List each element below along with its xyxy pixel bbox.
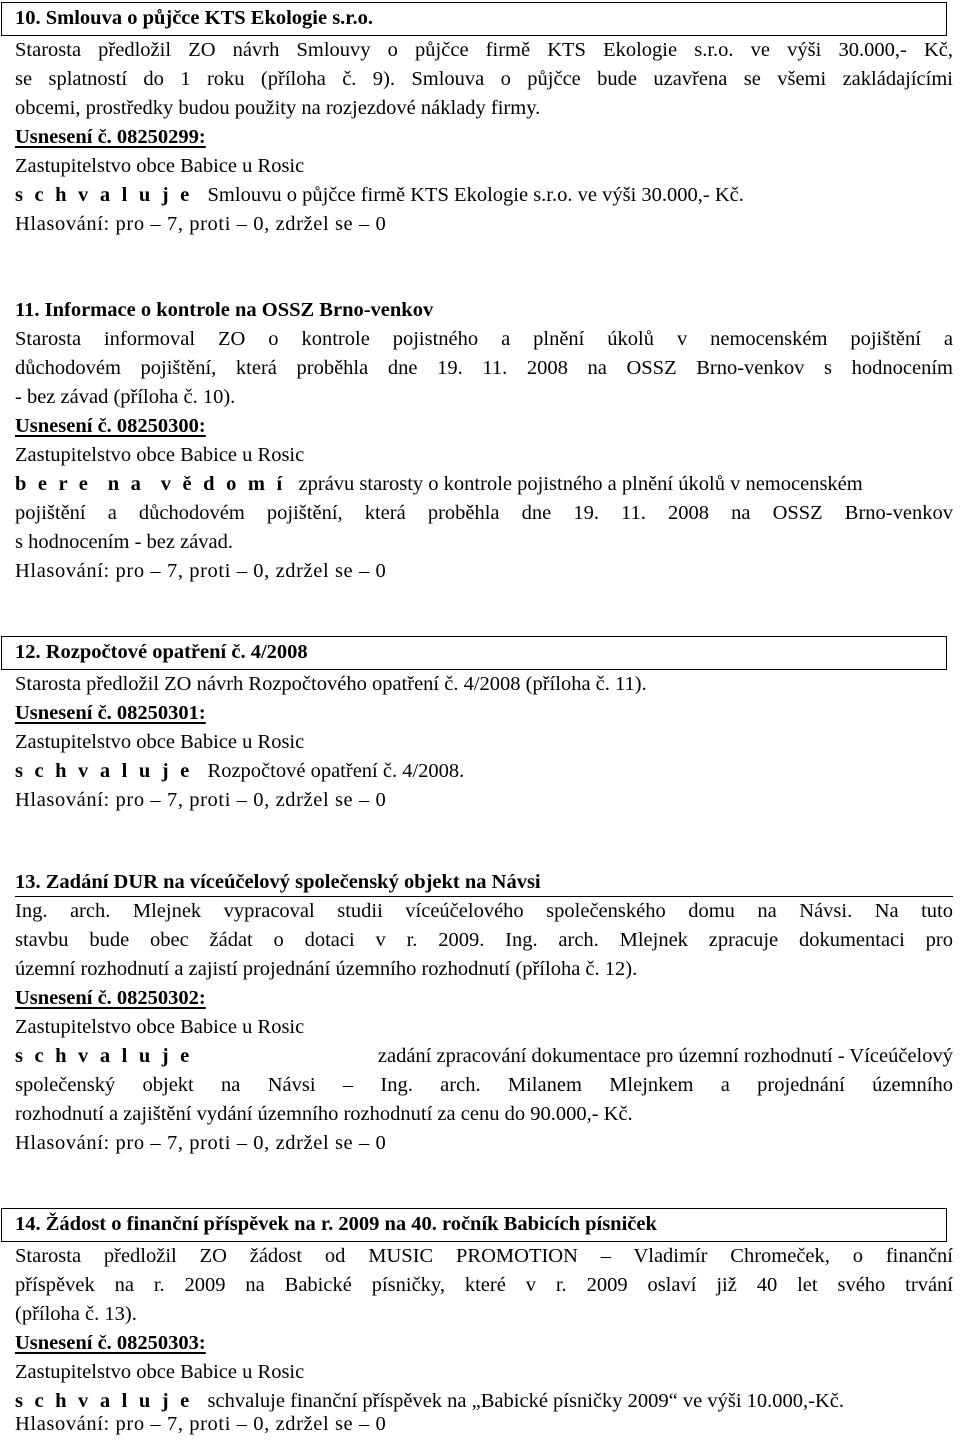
section-13-body-line-3: územní rozhodnutí a zajistí projednání územního rozhodnutí (příloha č. 12). xyxy=(15,958,638,980)
section-14-body-line-1: Starosta předložil ZO žádost od MUSIC PROMOTION – Vladimír Chromeček, o finanční xyxy=(15,1245,953,1267)
section-11-decision-row xyxy=(15,470,863,499)
section-11-decision-line-3: s hodnocením - bez závad. xyxy=(15,531,234,553)
section-14-council: Zastupitelstvo obce Babice u Rosic xyxy=(15,1361,305,1383)
section-11-vote: Hlasování: pro – 7, proti – 0, zdržel se – 0 xyxy=(15,560,387,582)
section-11-heading: 11. Informace o kontrole na OSSZ Brno-venkov xyxy=(15,299,434,321)
section-14-body-line-2: příspěvek na r. 2009 na Babické písničky, které v r. 2009 oslaví již 40 let svého trvání xyxy=(15,1274,953,1296)
section-10-resolution-label: Usnesení č. 08250299: xyxy=(15,126,206,148)
section-13-body-line-2: stavbu bude obec žádat o dotaci v r. 2009. Ing. arch. Mlejnek zpracuje dokumentaci pro xyxy=(15,929,953,951)
section-14-vote: Hlasování: pro – 7, proti – 0, zdržel se – 0 xyxy=(15,1413,387,1435)
section-13-decision-row xyxy=(15,1042,953,1071)
section-11-verb: b e r e n a v ě d o m í xyxy=(15,473,286,495)
section-12-heading: 12. Rozpočtové opatření č. 4/2008 xyxy=(15,641,308,663)
section-14-heading: 14. Žádost o finanční příspěvek na r. 2009 na 40. ročník Babicích písniček xyxy=(15,1213,657,1235)
section-14-resolution-label: Usnesení č. 08250303: xyxy=(15,1332,206,1354)
section-12-heading-box xyxy=(1,636,947,670)
section-13-decision-line-1: zadání zpracování dokumentace pro územní rozhodnutí - Víceúčelový xyxy=(377,1045,953,1067)
section-10-body-line-2: se splatností do 1 roku (příloha č. 9). Smlouva o půjčce bude uzavřena se všemi zakládajícími xyxy=(15,68,953,90)
section-12-decision-row xyxy=(15,757,464,786)
section-13-council: Zastupitelstvo obce Babice u Rosic xyxy=(15,1016,305,1038)
section-14-heading-box xyxy=(1,1208,947,1242)
section-10-heading-box xyxy=(1,2,947,36)
section-11-decision-line-2: pojištění a důchodovém pojištění, která proběhla dne 19. 11. 2008 na OSSZ Brno-venkov xyxy=(15,502,953,524)
section-10-body-line-1: Starosta předložil ZO návrh Smlouvy o půjčce firmě KTS Ekologie s.r.o. ve výši 30.000,- Kč, xyxy=(15,39,953,61)
section-13-resolution-label: Usnesení č. 08250302: xyxy=(15,987,206,1009)
section-12-vote: Hlasování: pro – 7, proti – 0, zdržel se – 0 xyxy=(15,789,387,811)
section-11-body-line-2: důchodovém pojištění, která proběhla dne 19. 11. 2008 na OSSZ Brno-venkov s hodnocením xyxy=(15,357,953,379)
section-12-council: Zastupitelstvo obce Babice u Rosic xyxy=(15,731,305,753)
section-11-body-line-1: Starosta informoval ZO o kontrole pojistného a plnění úkolů v nemocenském pojištění a xyxy=(15,328,953,350)
section-10-body-line-3: obcemi, prostředky budou použity na rozjezdové náklady firmy. xyxy=(15,97,541,119)
section-10-decision-row xyxy=(15,181,744,210)
section-10-heading: 10. Smlouva o půjčce KTS Ekologie s.r.o. xyxy=(15,7,374,29)
section-10-decision-line-1: Smlouvu o půjčce firmě KTS Ekologie s.r.o. ve výši 30.000,- Kč. xyxy=(207,184,744,206)
section-11-decision-line-1: zprávu starosty o kontrole pojistného a plnění úkolů v nemocenském xyxy=(298,473,863,495)
section-10-vote: Hlasování: pro – 7, proti – 0, zdržel se – 0 xyxy=(15,213,387,235)
section-13-vote: Hlasování: pro – 7, proti – 0, zdržel se – 0 xyxy=(15,1132,387,1154)
section-12-resolution-label: Usnesení č. 08250301: xyxy=(15,702,206,724)
section-13-body-line-1: Ing. arch. Mlejnek vypracoval studii víceúčelového společenského domu na Návsi. Na tuto xyxy=(15,900,953,922)
section-13-decision-line-3: rozhodnutí a zajištění vydání územního rozhodnutí za cenu do 90.000,- Kč. xyxy=(15,1103,633,1125)
section-10-council: Zastupitelstvo obce Babice u Rosic xyxy=(15,155,305,177)
section-14-decision-line-1: schvaluje finanční příspěvek na „Babické písničky 2009“ ve výši 10.000,-Kč. xyxy=(207,1390,844,1412)
section-13-decision-line-2: společenský objekt na Návsi – Ing. arch. Milanem Mlejnkem a projednání územního xyxy=(15,1074,953,1096)
section-14-body-line-3: (příloha č. 13). xyxy=(15,1303,137,1325)
section-12-decision-line-1: Rozpočtové opatření č. 4/2008. xyxy=(207,760,465,782)
section-11-resolution-label: Usnesení č. 08250300: xyxy=(15,415,206,437)
section-14-verb: s c h v a l u j e xyxy=(15,1390,193,1412)
section-12-verb: s c h v a l u j e xyxy=(15,760,193,782)
section-10-verb: s c h v a l u j e xyxy=(15,184,193,206)
section-11-council: Zastupitelstvo obce Babice u Rosic xyxy=(15,444,305,466)
section-11-body-line-3: - bez závad (příloha č. 10). xyxy=(15,386,236,408)
section-12-body-line-1: Starosta předložil ZO návrh Rozpočtového opatření č. 4/2008 (příloha č. 11). xyxy=(15,673,647,695)
section-13-heading: 13. Zadání DUR na víceúčelový společenský objekt na Návsi xyxy=(15,871,541,893)
section-13-verb: s c h v a l u j e xyxy=(15,1045,193,1067)
